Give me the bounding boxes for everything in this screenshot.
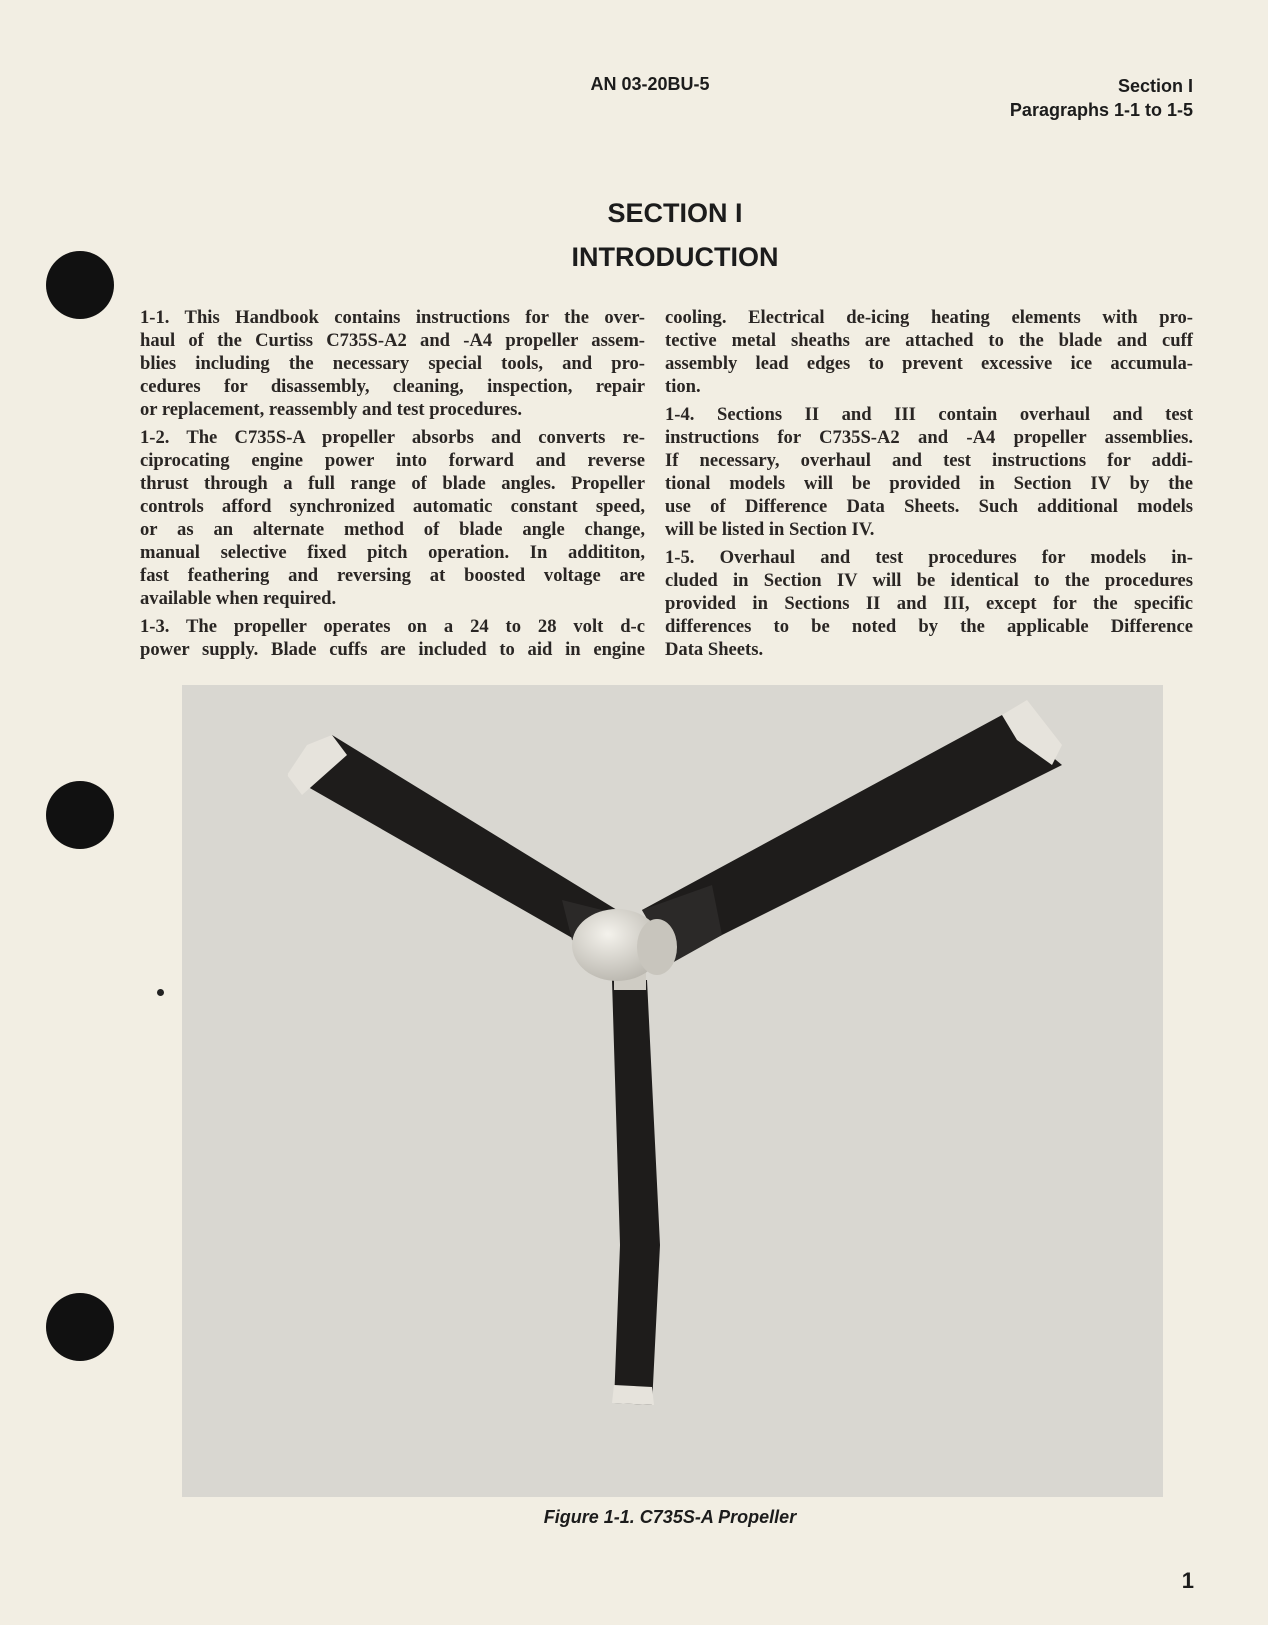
right-blade [642, 700, 1062, 963]
left-column [140, 306, 645, 666]
text-line: instructions for C735S-A2 and -A4 propeller assemblies. [665, 427, 1193, 448]
section-heading: INTRODUCTION [571, 242, 779, 272]
punch-hole [46, 781, 114, 849]
text-line: cluded in Section IV will be identical to the procedures [665, 570, 1193, 591]
text-line: use of Difference Data Sheets. Such additional models [665, 496, 1193, 517]
text-line: power supply. Blade cuffs are included to aid in engine [140, 639, 645, 660]
ink-speck [157, 989, 164, 996]
propeller-photo [182, 685, 1163, 1497]
paragraph [140, 615, 645, 661]
paragraph [665, 306, 1193, 398]
paragraph-range: Paragraphs 1-1 to 1-5 [1009, 100, 1193, 120]
text-line: 1-3. The propeller operates on a 24 to 28 volt d-c [140, 616, 645, 637]
text-line: differences to be noted by the applicable Difference [665, 616, 1193, 637]
paragraph [665, 403, 1193, 541]
text-line: thrust through a full range of blade angles. Propeller [140, 473, 645, 494]
propeller-illustration [182, 685, 1163, 1497]
section-reference [1010, 74, 1193, 122]
text-line: 1-5. Overhaul and test procedures for models in- [665, 547, 1193, 568]
text-line: ciprocating engine power into forward and reverse [140, 450, 645, 471]
page-number: 1 [1181, 1568, 1194, 1593]
text-line: cooling. Electrical de-icing heating elements with pro- [665, 307, 1193, 328]
paragraph [665, 546, 1193, 661]
text-line: available when required. [140, 588, 337, 609]
paragraph [140, 426, 645, 610]
punch-hole [46, 1293, 114, 1361]
text-line: tective metal sheaths are attached to the blade and cuff [665, 330, 1193, 351]
text-line: manual selective fixed pitch operation. In addititon, [140, 542, 645, 563]
text-line: Data Sheets. [665, 639, 764, 660]
text-line: or as an alternate method of blade angle change, [140, 519, 645, 540]
bottom-blade [612, 980, 660, 1405]
text-line: If necessary, overhaul and test instructions for addi- [665, 450, 1193, 471]
right-column [665, 306, 1193, 666]
text-line: tional models will be provided in Section IV by the [665, 473, 1193, 494]
text-line: or replacement, reassembly and test procedures. [140, 399, 522, 420]
paragraph [140, 306, 645, 421]
figure-caption: Figure 1-1. C735S-A Propeller [543, 1507, 797, 1527]
section-title: SECTION I [607, 198, 743, 228]
text-line: 1-2. The C735S-A propeller absorbs and converts re- [140, 427, 645, 448]
text-line: tion. [665, 376, 701, 397]
text-line: fast feathering and reversing at boosted voltage are [140, 565, 645, 586]
hub [572, 909, 677, 990]
text-line: assembly lead edges to prevent excessive ice accumula- [665, 353, 1193, 374]
text-line: controls afford synchronized automatic constant speed, [140, 496, 645, 517]
text-line: 1-4. Sections II and III contain overhaul and test [665, 404, 1193, 425]
text-line: blies including the necessary special tools, and pro- [140, 353, 645, 374]
section-label: Section I [1117, 76, 1193, 96]
document-number: AN 03-20BU-5 [590, 74, 710, 94]
text-line: 1-1. This Handbook contains instructions for the over- [140, 307, 645, 328]
left-blade [287, 735, 622, 960]
text-line: provided in Sections II and III, except for the specific [665, 593, 1193, 614]
text-line: haul of the Curtiss C735S-A2 and -A4 propeller assem- [140, 330, 645, 351]
text-line: cedures for disassembly, cleaning, inspection, repair [140, 376, 645, 397]
text-line: will be listed in Section IV. [665, 519, 875, 540]
